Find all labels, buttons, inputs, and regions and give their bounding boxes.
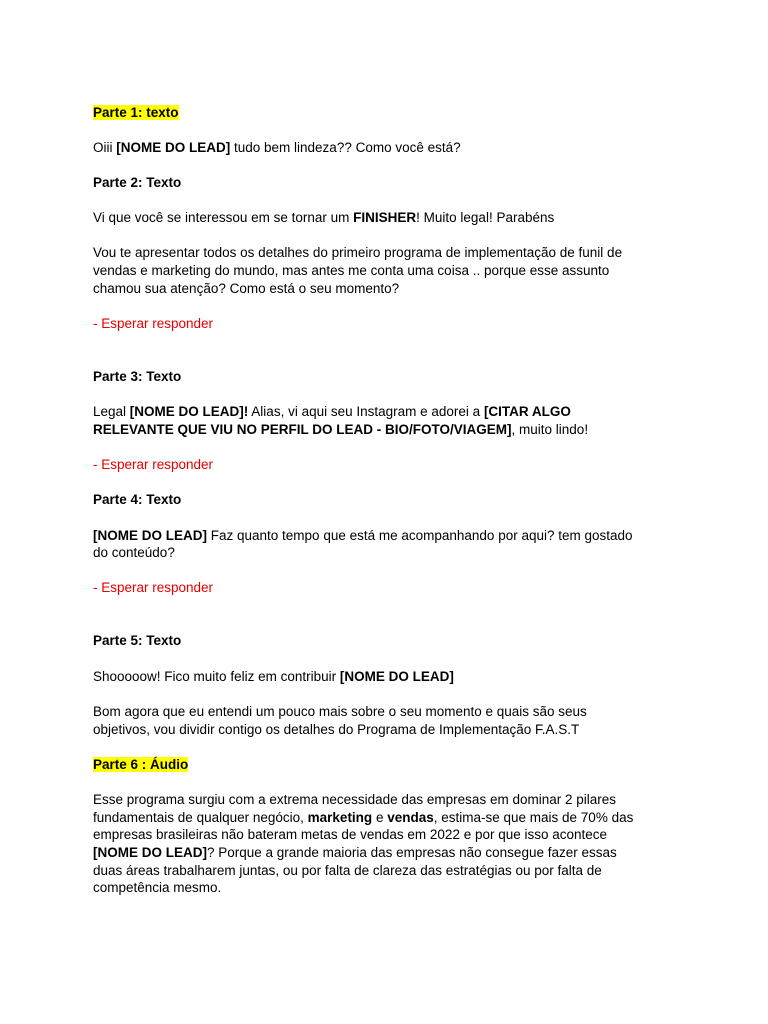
section-heading-parte-6 — [93, 756, 188, 774]
message-text-line: vendas e marketing do mundo, mas antes me conta uma coisa .. porque esse assunto — [93, 263, 610, 278]
vendas-keyword: vendas — [387, 810, 434, 825]
wait-instruction: - Esperar responder — [93, 580, 214, 595]
section-heading-parte-5: Parte 5: Texto — [93, 633, 182, 648]
lead-name-placeholder: [NOME DO LEAD] — [116, 140, 231, 155]
instruction-placeholder: RELEVANTE QUE VIU NO PERFIL DO LEAD - BIO/FOTO/VIAGEM] — [93, 422, 512, 437]
text-span: tudo bem lindeza?? Como você está? — [230, 140, 461, 155]
message-text — [93, 809, 633, 827]
message-text — [93, 844, 617, 862]
message-text — [93, 139, 461, 157]
finisher-keyword: FINISHER — [353, 210, 417, 225]
text-span: , estima-se que mais de 70% das — [433, 810, 634, 825]
text-span: Legal — [93, 404, 130, 419]
text-span: Faz quanto tempo que está me acompanhando por aqui? tem gostado — [207, 528, 633, 543]
section-heading-parte-3: Parte 3: Texto — [93, 369, 182, 384]
message-text-line: Bom agora que eu entendi um pouco mais sobre o seu momento e quais são seus — [93, 704, 587, 719]
highlighted-heading: Parte 6 : Áudio — [93, 757, 189, 772]
instruction-placeholder: [CITAR ALGO — [483, 404, 571, 419]
lead-name-placeholder: [NOME DO LEAD] — [339, 669, 454, 684]
message-text-line: Esse programa surgiu com a extrema necessidade das empresas em dominar 2 pilares — [93, 792, 616, 807]
text-span: fundamentais de qualquer negócio, — [93, 810, 308, 825]
text-span: ! Muito legal! Parabéns — [416, 210, 555, 225]
message-text — [93, 668, 454, 686]
lead-name-placeholder: [NOME DO LEAD]! — [129, 404, 249, 419]
section-heading-parte-2: Parte 2: Texto — [93, 175, 182, 190]
text-span: e — [372, 810, 388, 825]
text-span: Oiii — [93, 140, 117, 155]
highlighted-heading: Parte 1: texto — [93, 105, 179, 120]
marketing-keyword: marketing — [307, 810, 373, 825]
section-heading-parte-1 — [93, 104, 179, 122]
text-span: Vi que você se interessou em se tornar um — [93, 210, 354, 225]
message-text-line: objetivos, vou dividir contigo os detalhes do Programa de Implementação F.A.S.T — [93, 722, 580, 737]
message-text — [93, 527, 633, 545]
message-text-line: Vou te apresentar todos os detalhes do primeiro programa de implementação de funil de — [93, 245, 623, 260]
text-span: ? Porque a grande maioria das empresas não consegue fazer essas — [207, 845, 617, 860]
lead-name-placeholder: [NOME DO LEAD] — [93, 845, 207, 860]
text-span: , muito lindo! — [511, 422, 589, 437]
message-text-line: empresas brasileiras não bateram metas de vendas em 2022 e por que isso acontece — [93, 827, 608, 842]
wait-instruction: - Esperar responder — [93, 316, 214, 331]
lead-name-placeholder: [NOME DO LEAD] — [93, 528, 207, 543]
message-text-line: do conteúdo? — [93, 545, 175, 560]
section-heading-parte-4: Parte 4: Texto — [93, 492, 182, 507]
message-text — [93, 403, 571, 421]
wait-instruction: - Esperar responder — [93, 457, 214, 472]
text-span: Shooooow! Fico muito feliz em contribuir — [93, 669, 340, 684]
message-text-line: duas áreas trabalharem juntas, ou por falta de clareza das estratégias ou por falta de — [93, 863, 602, 878]
message-text-line: competência mesmo. — [93, 880, 222, 895]
message-text-line: chamou sua atenção? Como está o seu momento? — [93, 281, 400, 296]
message-text — [93, 209, 554, 227]
message-text — [93, 421, 588, 439]
text-span: Alias, vi aqui seu Instagram e adorei a — [248, 404, 484, 419]
